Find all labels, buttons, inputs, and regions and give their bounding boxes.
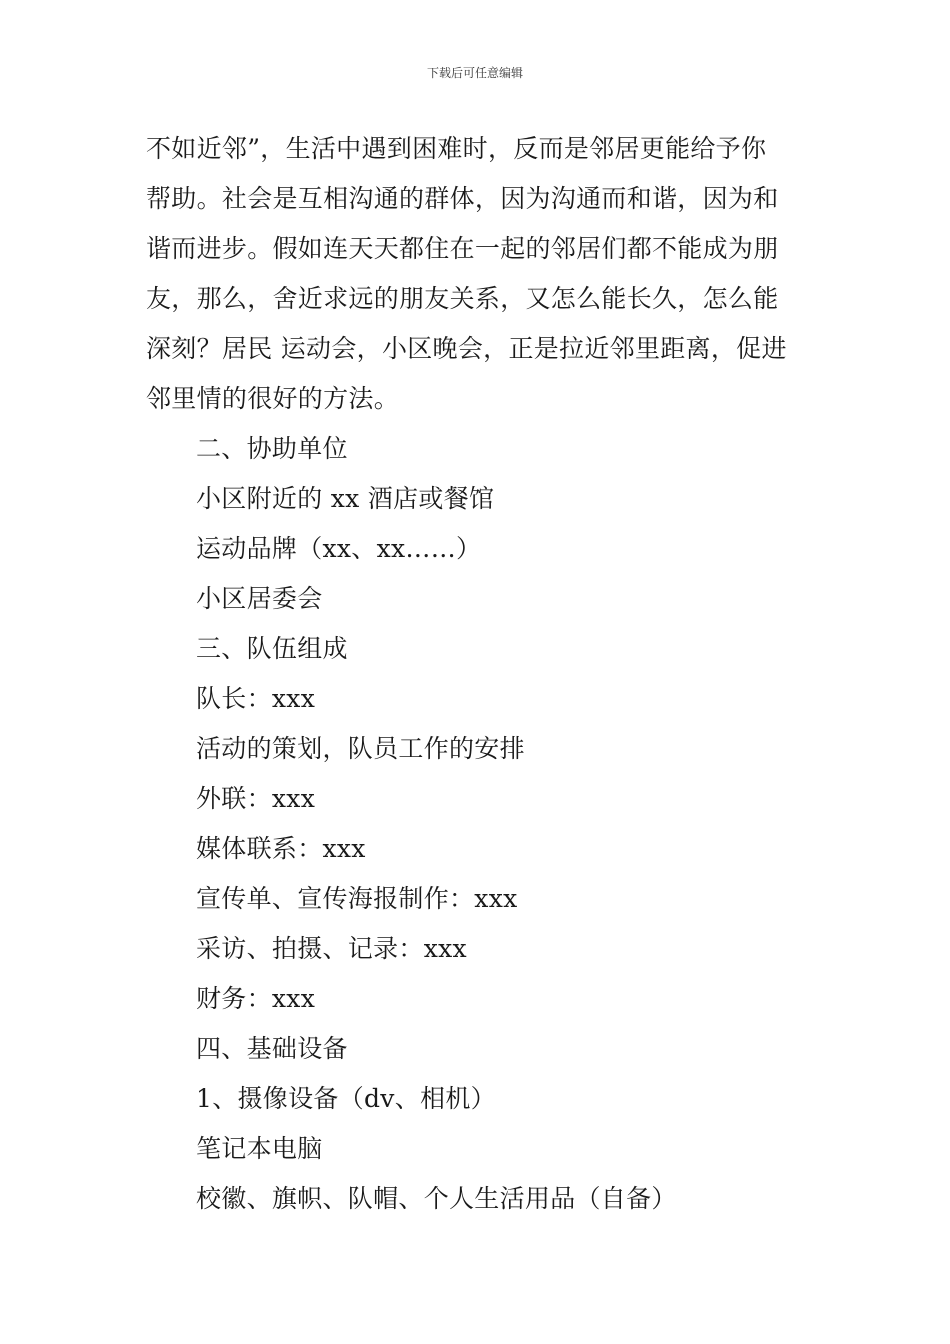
list-item: 媒体联系：xxx — [196, 834, 366, 863]
body-line: 友，那么，舍近求远的朋友关系，又怎么能长久，怎么能 — [146, 284, 779, 313]
section-heading-assist-units: 二、协助单位 — [196, 434, 348, 463]
list-item: 队长：xxx — [196, 684, 316, 713]
list-item: 宣传单、宣传海报制作：xxx — [196, 884, 518, 913]
body-line: 深刻？居民 运动会，小区晚会，正是拉近邻里距离，促进 — [146, 334, 787, 363]
list-item: 小区居委会 — [196, 584, 323, 613]
document-body — [146, 124, 810, 1224]
page-header-note: 下载后可任意编辑 — [426, 66, 523, 80]
list-item: 外联：xxx — [196, 784, 316, 813]
list-item: 1、摄像设备（dv、相机） — [196, 1084, 496, 1113]
list-item: 活动的策划，队员工作的安排 — [196, 734, 525, 763]
section-heading-equipment: 四、基础设备 — [196, 1034, 348, 1063]
body-line: 帮助。社会是互相沟通的群体，因为沟通而和谐，因为和 — [146, 184, 779, 213]
list-item: 小区附近的 xx 酒店或餐馆 — [196, 484, 495, 513]
list-item: 笔记本电脑 — [196, 1134, 323, 1163]
body-line: 不如近邻”，生活中遇到困难时，反而是邻居更能给予你 — [146, 134, 767, 163]
list-item: 校徽、旗帜、队帽、个人生活用品（自备） — [196, 1184, 677, 1213]
section-heading-team: 三、队伍组成 — [196, 634, 348, 663]
body-line: 谐而进步。假如连天天都住在一起的邻居们都不能成为朋 — [146, 234, 779, 263]
list-item: 采访、拍摄、记录：xxx — [196, 934, 467, 963]
list-item: 财务：xxx — [196, 984, 316, 1013]
list-item: 运动品牌（xx、xx……） — [196, 534, 482, 563]
body-line: 邻里情的很好的方法。 — [146, 384, 400, 413]
